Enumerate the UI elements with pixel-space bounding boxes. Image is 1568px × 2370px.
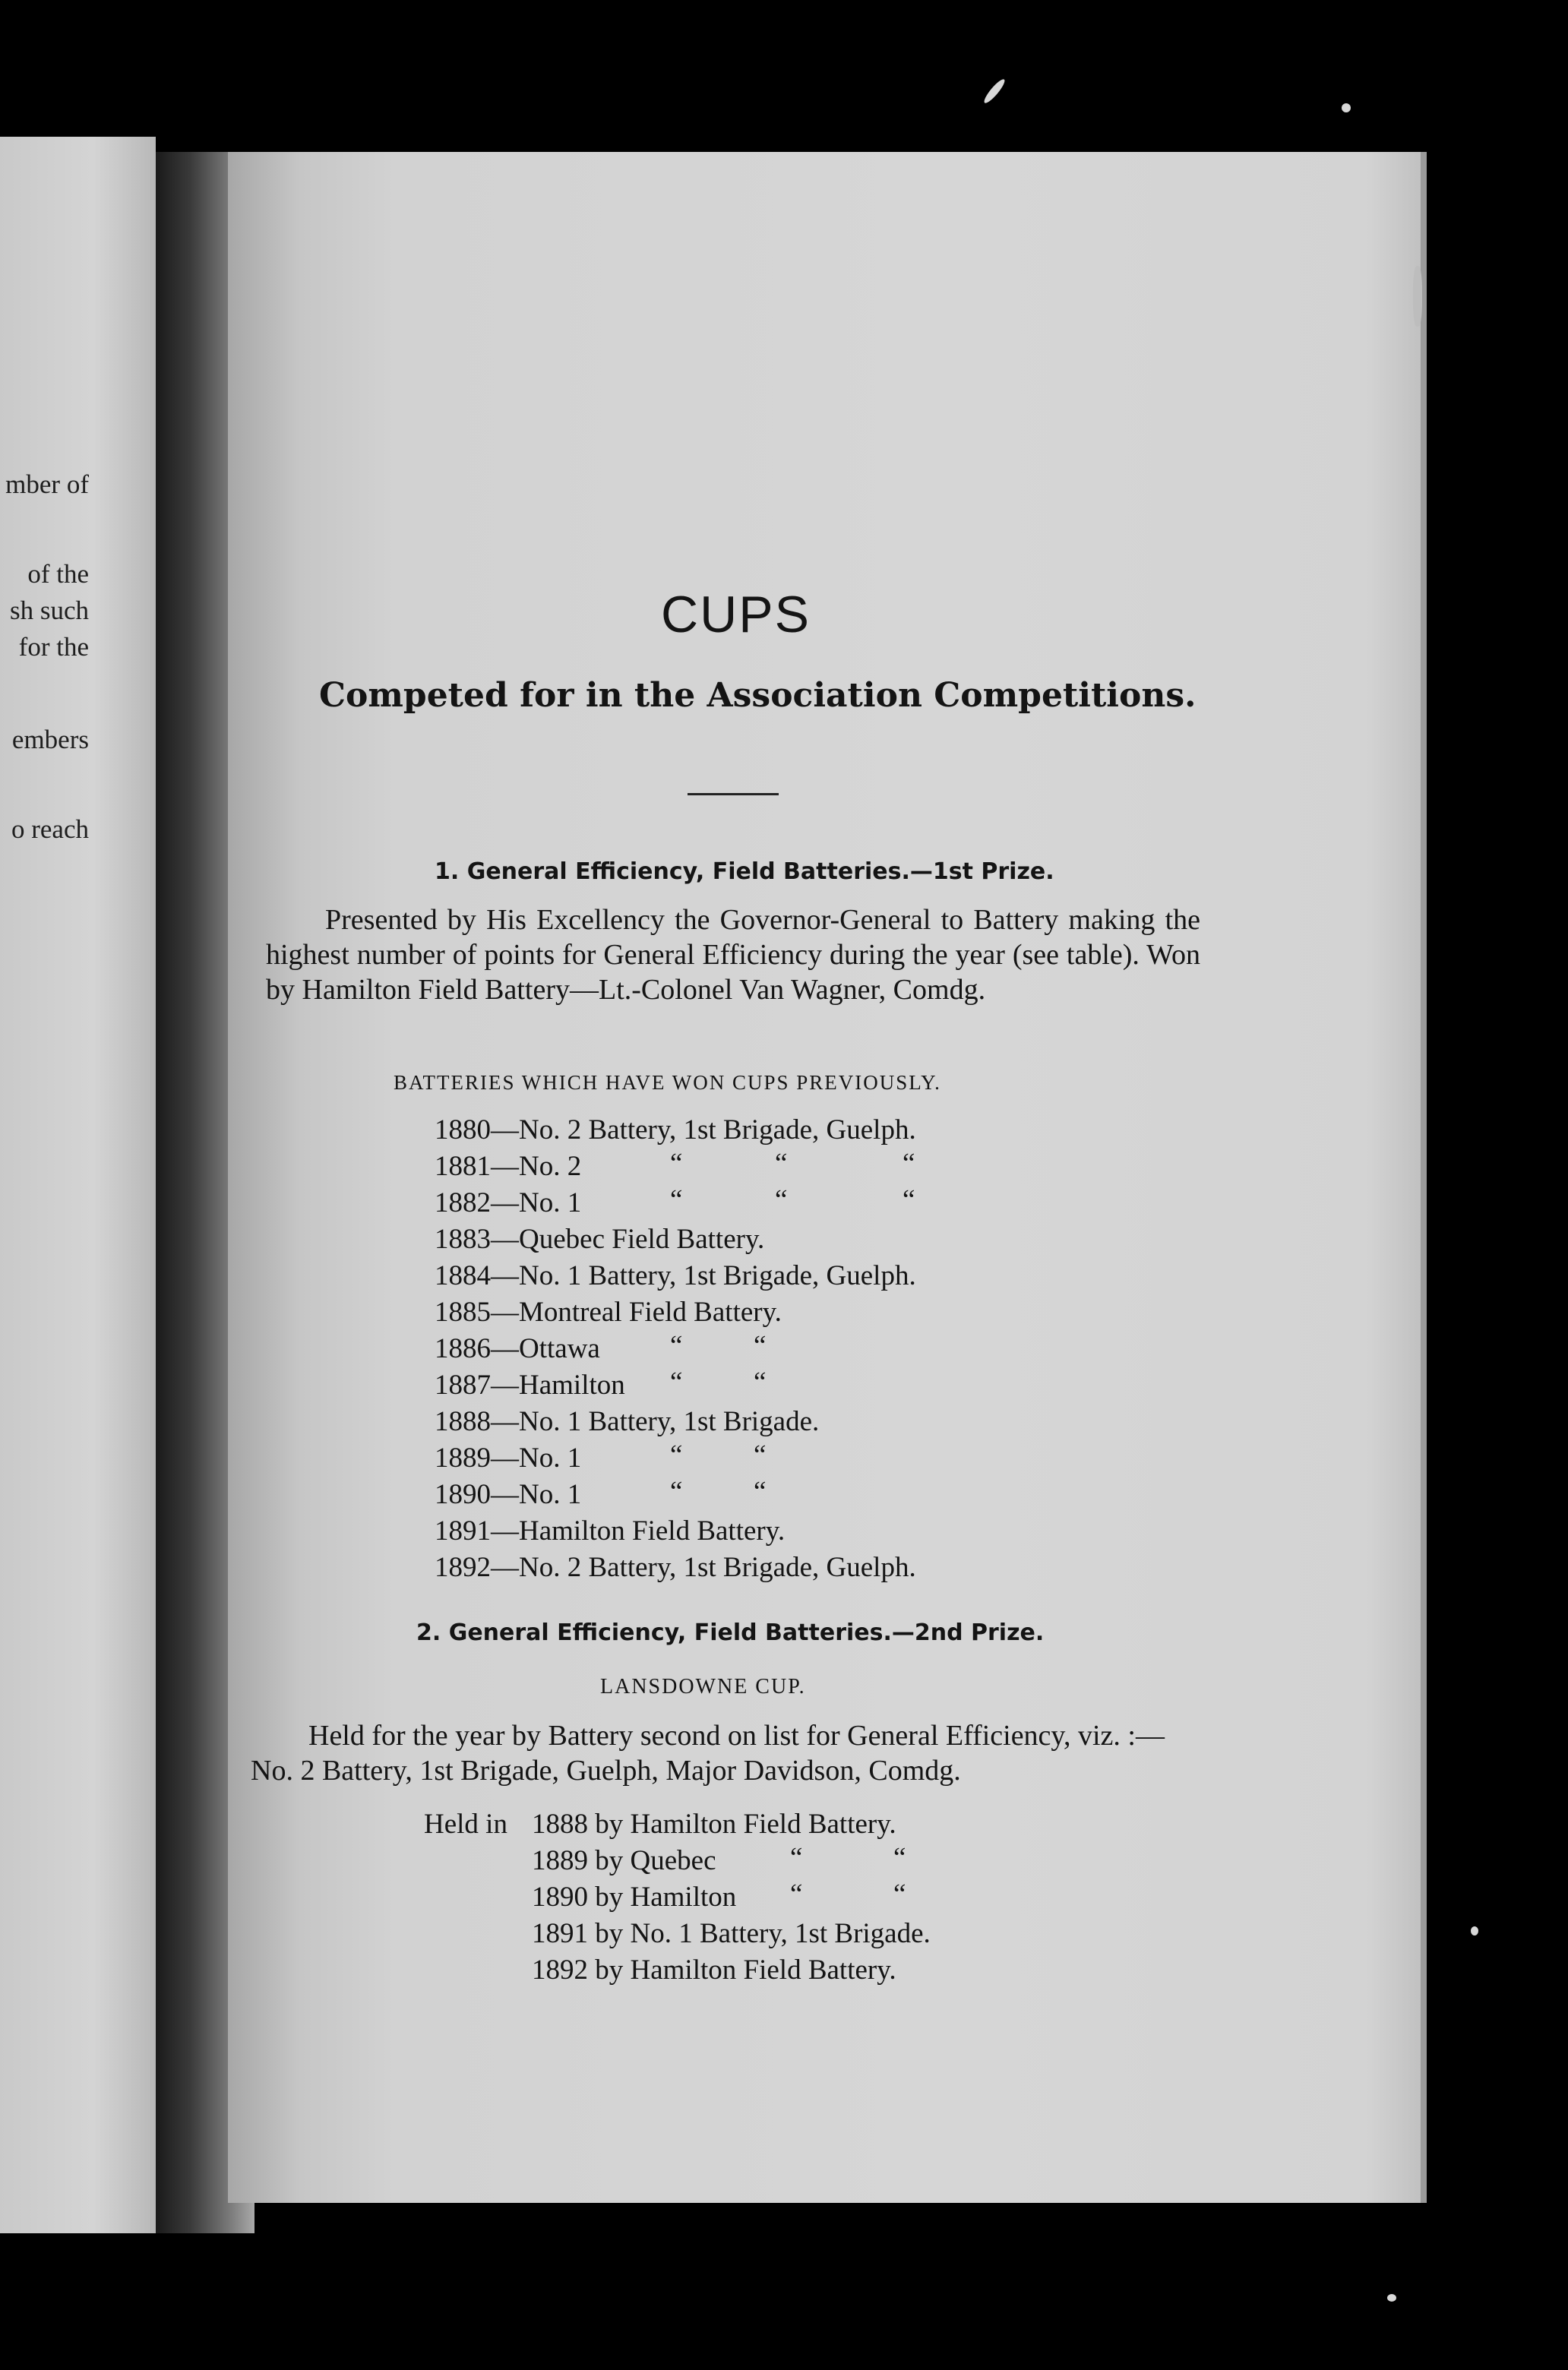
ditto-mark: “ xyxy=(670,1148,683,1179)
ditto-mark: “ xyxy=(754,1367,767,1398)
scan-speck xyxy=(1413,266,1422,327)
held-text: by Hamilton Field Battery. xyxy=(595,1809,896,1840)
scan-speck xyxy=(982,77,1007,105)
page-edge xyxy=(1421,152,1427,2203)
ditto-mark: “ xyxy=(903,1184,915,1215)
winner-row xyxy=(435,1187,581,1219)
winner-row xyxy=(435,1515,785,1547)
winner-text: —No. 2 Battery, 1st Brigade, Guelph. xyxy=(491,1114,916,1146)
ditto-mark: “ xyxy=(775,1148,788,1179)
ditto-mark: “ xyxy=(790,1879,803,1910)
held-year: 1891 xyxy=(532,1918,588,1949)
main-page xyxy=(228,152,1427,2203)
ditto-mark: “ xyxy=(670,1367,683,1398)
winner-row xyxy=(435,1405,819,1438)
winner-text: —Hamilton Field Battery. xyxy=(491,1515,786,1547)
ditto-mark: “ xyxy=(903,1148,915,1179)
section2-body: Held for the year by Battery second on list for General Efficiency, viz. :—No. 2 Battery, 1st Brigade, Guelph, Major Davidson, Comdg. xyxy=(251,1720,1165,1787)
winner-row xyxy=(435,1150,581,1183)
winner-row xyxy=(435,1223,764,1256)
section1-body: Presented by His Excellency the Governor-General to Battery making the highest number of points for General Efficiency during the year (see table). Won by Hamilton Field Battery—Lt.-Colonel Van Wagner, Comdg. xyxy=(266,904,1200,1006)
scan-speck xyxy=(1387,2294,1396,2302)
winner-year: 1882 xyxy=(435,1187,491,1218)
ditto-mark: “ xyxy=(790,1842,803,1873)
winner-text: —No. 1 Battery, 1st Brigade. xyxy=(491,1406,820,1437)
winner-year: 1885 xyxy=(435,1297,491,1328)
winner-text: —No. 1 Battery, 1st Brigade, Guelph. xyxy=(491,1260,916,1291)
section2-heading: 2. General Efficiency, Field Batteries.—2nd Prize. xyxy=(416,1620,1045,1646)
winner-year: 1883 xyxy=(435,1224,491,1255)
winner-row xyxy=(435,1551,916,1584)
winner-row xyxy=(435,1296,782,1329)
winner-year: 1892 xyxy=(435,1552,491,1583)
winner-year: 1887 xyxy=(435,1370,491,1401)
scan-speck xyxy=(1342,103,1351,112)
held-row xyxy=(532,1917,931,1950)
winner-year: 1886 xyxy=(435,1333,491,1364)
left-page-fragment: o reach xyxy=(11,814,89,844)
winner-year: 1891 xyxy=(435,1515,491,1547)
held-row xyxy=(532,1844,716,1877)
ditto-mark: “ xyxy=(893,1842,906,1873)
winner-text: —Quebec Field Battery. xyxy=(491,1224,765,1255)
left-page-fragment: mber of xyxy=(5,469,89,499)
ditto-mark: “ xyxy=(775,1184,788,1215)
winner-row xyxy=(435,1442,581,1474)
winner-row xyxy=(435,1478,581,1511)
ditto-mark: “ xyxy=(754,1476,767,1507)
ditto-mark: “ xyxy=(893,1879,906,1910)
ditto-mark: “ xyxy=(670,1476,683,1507)
winner-row xyxy=(435,1114,916,1146)
winner-text: —No. 1 xyxy=(491,1187,582,1218)
left-page-fragment: of the xyxy=(27,559,89,589)
section1-list-heading: BATTERIES WHICH HAVE WON CUPS PREVIOUSLY. xyxy=(394,1071,941,1094)
section1-heading: 1. General Efficiency, Field Batteries.—1st Prize. xyxy=(435,858,1054,885)
divider-rule xyxy=(688,793,779,795)
held-row xyxy=(532,1808,896,1841)
winner-year: 1890 xyxy=(435,1479,491,1510)
winner-text: —Hamilton xyxy=(491,1370,625,1401)
left-facing-page xyxy=(0,137,156,2233)
winner-text: —No. 2 xyxy=(491,1151,582,1182)
winner-row xyxy=(435,1259,916,1292)
held-text: by Hamilton Field Battery. xyxy=(595,1954,896,1986)
winner-row xyxy=(435,1332,600,1365)
held-year: 1892 xyxy=(532,1954,588,1986)
held-text: by No. 1 Battery, 1st Brigade. xyxy=(595,1918,931,1949)
held-year: 1889 xyxy=(532,1845,588,1876)
section2-cup-name: LANSDOWNE CUP. xyxy=(600,1675,806,1698)
winner-text: —Montreal Field Battery. xyxy=(491,1297,782,1328)
winner-year: 1888 xyxy=(435,1406,491,1437)
held-text: by Quebec xyxy=(595,1845,716,1876)
ditto-mark: “ xyxy=(670,1330,683,1361)
held-row xyxy=(532,1954,896,1986)
winner-text: —No. 2 Battery, 1st Brigade, Guelph. xyxy=(491,1552,916,1583)
ditto-mark: “ xyxy=(754,1330,767,1361)
ditto-mark: “ xyxy=(670,1439,683,1471)
left-page-fragment: for the xyxy=(18,632,89,662)
ditto-mark: “ xyxy=(754,1439,767,1471)
winner-text: —No. 1 xyxy=(491,1443,582,1474)
held-year: 1888 xyxy=(532,1809,588,1840)
held-prefix: Held in xyxy=(424,1809,507,1840)
held-row xyxy=(532,1881,736,1913)
winner-year: 1889 xyxy=(435,1443,491,1474)
winner-year: 1880 xyxy=(435,1114,491,1146)
page-subtitle: Competed for in the Association Competitions. xyxy=(319,676,1197,715)
held-text: by Hamilton xyxy=(595,1882,737,1913)
page-title: CUPS xyxy=(661,586,811,643)
left-page-fragment: embers xyxy=(11,725,89,754)
ditto-mark: “ xyxy=(670,1184,683,1215)
winner-row xyxy=(435,1369,625,1401)
left-page-fragment: sh such xyxy=(9,596,89,625)
scan-speck xyxy=(1471,1926,1478,1936)
winner-text: —Ottawa xyxy=(491,1333,600,1364)
winner-year: 1881 xyxy=(435,1151,491,1182)
held-year: 1890 xyxy=(532,1882,588,1913)
winner-text: —No. 1 xyxy=(491,1479,582,1510)
winner-year: 1884 xyxy=(435,1260,491,1291)
